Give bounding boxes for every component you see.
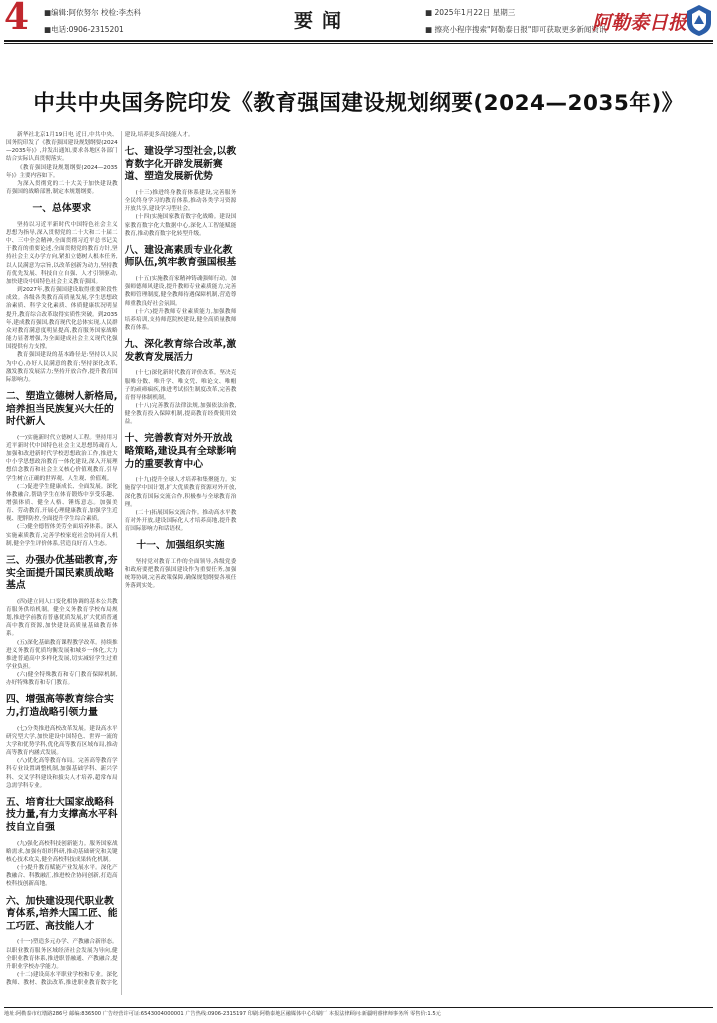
- section-heading: 八、建设高素质专业化教师队伍,筑牢教育强国根基: [124, 244, 237, 269]
- body-paragraph: (十四)实施国家教育数字化战略。建设国家教育数字化大数据中心,深化人工智能赋能教育,推动教育数字化转型升级。: [124, 214, 237, 237]
- body-paragraph: (七)分类推进高校改革发展。建设高水平研究型大学,加快建设中国特色、世界一流的大学和优势学科,优化高等教育区域布局,推动高等教育内涵式发展。: [6, 725, 118, 757]
- page-header: [0, 0, 717, 42]
- body-paragraph: (二十)拓展国际交流合作。推动高水平教育对外开放,建设国际化人才培养高地,提升教育国际影响力和话语权。: [124, 509, 237, 533]
- body-paragraph: (十五)实施教育家精神铸魂强师行动。加强师德师风建设,提升教师专业素质能力,完善教师管理制度,健全教师待遇保障机制,营造尊师重教良好社会氛围。: [124, 276, 237, 307]
- intro-paragraph: 为深入贯彻党的二十大关于加快建设教育强国的战略部署,制定本规划纲要。: [6, 180, 118, 196]
- section-heading: 九、深化教育综合改革,激发教育发展活力: [124, 339, 237, 363]
- section-title: 要闻: [294, 10, 351, 32]
- header-rule-thin: [4, 43, 713, 44]
- body-paragraph: 坚持党对教育工作的全面领导,各级党委和政府要把教育强国建设作为重要任务,加强统筹协调,完善政策保障,确保规划纲要各项任务落到实处。: [124, 558, 237, 590]
- body-paragraph: (六)健全特殊教育和专门教育保障机制,办好特殊教育和专门教育。: [6, 672, 118, 687]
- intro-paragraph: 新华社北京1月19日电 近日,中共中央、国务院印发了《教育强国建设规划纲要(2024—2035年)》,并发出通知,要求各地区各部门结合实际认真贯彻落实。: [6, 132, 118, 163]
- phone-line: ■电话:0906-2315201: [44, 25, 124, 34]
- body-paragraph: (十九)提升全球人才培养和集聚能力。实施留学中国计划,扩大优质教育资源对外开放,深化教育国际交流合作,积极参与全球教育治理。: [124, 477, 237, 508]
- body-paragraph: (五)深化基础教育课程教学改革。持续推进义务教育优质均衡发展和城乡一体化,大力推进普通高中多样化发展,切实减轻学生过重学业负担。: [6, 639, 118, 670]
- section-heading: 七、建设学习型社会,以教育数字化开辟发展新赛道、塑造发展新优势: [124, 146, 237, 183]
- footer-rule: [4, 1007, 713, 1008]
- body-paragraph: (十二)建设高水平职业学校和专业。深化教师、教材、教法改革,推进职业教育数字化建设,培养更多高技能人才。: [6, 132, 194, 987]
- body-paragraph: (十六)提升教师专业素质能力,加强教师培养培训,支持师范院校建设,健全高质量教师教育体系。: [124, 308, 237, 331]
- intro-paragraph: 《教育强国建设规划纲要(2024—2035年)》主要内容如下。: [6, 164, 118, 179]
- newspaper-logo: 阿勒泰日报: [592, 12, 688, 34]
- section-heading: 五、培育壮大国家战略科技力量,有力支撑高水平科技自立自强: [6, 796, 118, 834]
- slogan-line: ■ 擦亮小程序搜索"阿勒泰日报"即可获取更多新闻资讯: [425, 25, 607, 34]
- body-paragraph: (十七)深化新时代教育评价改革。坚决克服唯分数、唯升学、唯文凭、唯论文、唯帽子的顽瘴痼疾,推进考试招生制度改革,完善教育督导体制机制。: [124, 370, 237, 401]
- body-paragraph: (九)强化高校科技创新能力。服务国家战略需求,加强有组织科研,推动基础研究和关键核心技术攻关,健全高校科技成果转化机制。: [6, 840, 118, 863]
- section-heading: 十一、加强组织实施: [136, 540, 225, 552]
- page-number: 4: [4, 0, 30, 38]
- section-heading: 六、加快建设现代职业教育体系,培养大国工匠、能工巧匠、高技能人才: [6, 895, 118, 932]
- date-line: ■ 2025年1月22日 星期三: [425, 8, 516, 17]
- editor-line: ■编辑:阿依努尔 校检:李杰科: [44, 8, 142, 17]
- article-body: [6, 131, 711, 995]
- emblem-icon: [684, 3, 714, 37]
- body-paragraph: (十三)推进终身教育体系建设,完善服务全民终身学习的教育体系,推动各类学习资源开放共享,建设学习型社会。: [124, 189, 237, 213]
- body-paragraph: (十八)完善教育法律法规,加强依法治教,健全教育投入保障机制,提高教育经费使用效益。: [124, 402, 237, 426]
- header-rule: [4, 40, 713, 42]
- body-paragraph: (八)优化高等教育布局。完善高等教育学科专业设置调整机制,加强基础学科、新兴学科、交叉学科建设和拔尖人才培养,超常布局急需学科专业。: [6, 758, 118, 789]
- body-paragraph: (十一)塑造多元办学、产教融合新形态。以职业教育服务区域经济社会发展为导向,健全职业教育体系,推进职普融通、产教融合,提升职业学校办学能力。: [6, 939, 118, 970]
- article-title: 中共中央国务院印发《教育强国建设规划纲要(2024—2035年)》: [33, 91, 684, 116]
- section-heading: 一、总体要求: [32, 203, 92, 215]
- section-heading: 四、增强高等教育综合实力,打造战略引领力量: [6, 694, 114, 719]
- body-paragraph: (二)促进学生健康成长、全面发展。深化体教融合,帮助学生在体育锻炼中享受乐趣、增强体质、健全人格、锤炼意志。加强美育、劳动教育,开展心理健康教育,加强学生近视、肥胖防控,全面提升学生综合素质。: [6, 483, 118, 523]
- body-paragraph: 坚持以习近平新时代中国特色社会主义思想为指导,深入贯彻党的二十大和二十届二中、三中全会精神,全面贯彻习近平总书记关于教育的重要论述,全面贯彻党的教育方针,坚持社会主义办学方向,紧扣立德树人根本任务,以人民满意为宗旨,以改革创新为动力,坚持教育优先发展、科技自立自强、人才引领驱动,加快建设中国特色社会主义教育强国。: [6, 221, 118, 285]
- footer-info: 地址:阿勒泰市红墩路286号 邮编:836500 广告经营许可证:6543004000001 广告热线:0906-2315197 印刷:阿勒泰地区融媒体中心印刷厂 本报法律顾问:新疆明睿律师事务所 零售价:1.5元: [4, 1011, 441, 1017]
- section-heading: 十、完善教育对外开放战略策略,建设具有全球影响力的重要教育中心: [124, 433, 237, 470]
- body-paragraph: (三)健全德智体美劳全面培养体系。深入实施素质教育,完善学校家庭社会协同育人机制,健全学生评价体系,营造良好育人生态。: [6, 524, 118, 547]
- body-paragraph: 到2027年,教育强国建设取得重要阶段性成效。各级各类教育高质量发展,学生思想政治素质、科学文化素质、体质健康状况明显提升,教育综合改革取得实质性突破。到2035年,建成教育强国,教育现代化总体实现,人民群众对教育满意度明显提高,教育服务国家战略能力显著增强,为全面建成社会主义现代化强国提供有力支撑。: [6, 287, 118, 351]
- body-paragraph: 教育强国建设的基本路径是:坚持以人民为中心,办好人民满意的教育;坚持深化改革,激发教育发展活力;坚持开放合作,提升教育国际影响力。: [6, 352, 118, 383]
- body-paragraph: (十)提升教育赋能产业发展水平。深化产教融合、科教融汇,推进校企协同创新,打造高校科技创新高地。: [6, 865, 118, 888]
- section-heading: 三、办强办优基础教育,夯实全面提升国民素质战略基点: [6, 554, 118, 592]
- body-paragraph: (四)建立同人口变化相协调的基本公共教育服务供给机制。健全义务教育学校布局规划,推进学前教育普惠优质发展,扩大优质普通高中教育资源,加快建设高质量基础教育体系。: [6, 598, 118, 638]
- body-paragraph: (一)实施新时代立德树人工程。坚持用习近平新时代中国特色社会主义思想铸魂育人,加强和改进新时代学校思想政治工作,推进大中小学思想政治教育一体化建设,深入开展理想信念教育和社会主义核心价值观教育,引导学生树立正确的世界观、人生观、价值观。: [6, 434, 118, 482]
- section-heading: 二、塑造立德树人新格局,培养担当民族复兴大任的时代新人: [6, 390, 118, 428]
